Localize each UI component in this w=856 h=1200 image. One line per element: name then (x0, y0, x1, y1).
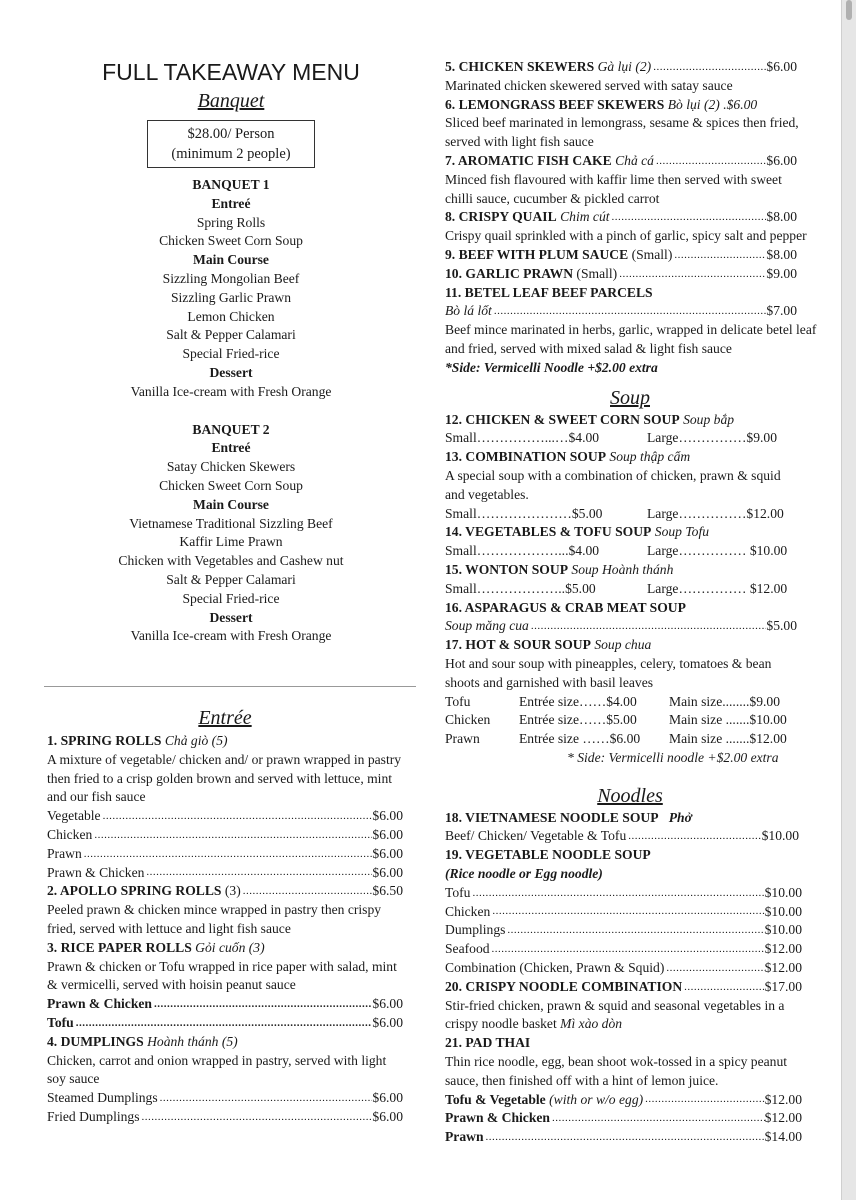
item-description: Minced fish flavoured with kaffir lime then served with sweet chilli sauce, cucumber & pickled carrot (445, 171, 782, 206)
item-price: $6.00 (766, 152, 797, 168)
banquet-2-item: Salt & Pepper Calamari (166, 571, 296, 587)
option-name: Prawn & Chicken (47, 996, 152, 1012)
item-vietnamese-name: Soup măng cua (445, 618, 529, 634)
banquet-2 (44, 421, 418, 647)
banquet-1-dessert-label: Dessert (209, 364, 253, 380)
small-price: Small……………...…$4.00 (445, 430, 600, 446)
left-column (44, 58, 418, 646)
item-vietnamese-name: Bò lụi (2) .$6.00 (667, 96, 758, 112)
item-title: 13. COMBINATION SOUP (445, 449, 606, 465)
banquet-2-item: Chicken with Vegetables and Cashew nut (118, 553, 344, 569)
item-title: 16. ASPARAGUS & CRAB MEAT SOUP (445, 599, 686, 615)
item-title: 15. WONTON SOUP (445, 561, 568, 577)
option-name: Prawn (445, 1129, 484, 1145)
banquet-1-item: Sizzling Garlic Prawn (170, 289, 292, 305)
menu-item-3 (47, 939, 403, 958)
price-row (445, 1091, 802, 1110)
option-name: Seafood (445, 941, 490, 957)
item-vietnamese-name: Chả giò (5) (164, 733, 228, 748)
banquet-minimum: (minimum 2 people) (171, 146, 291, 162)
item-size: (Small) (631, 246, 673, 262)
large-price: Large……………$12.00 (647, 505, 784, 521)
menu-item-11 (445, 284, 830, 303)
large-price: Large…………… $12.00 (647, 580, 788, 596)
item-title: 11. BETEL LEAF BEEF PARCELS (445, 284, 653, 300)
size-prices (445, 505, 830, 524)
item-price: $8.00 (766, 246, 797, 262)
item-vietnamese-name: Soup thập cẩm (609, 449, 691, 465)
item-title: 18. VIETNAMESE NOODLE SOUP (445, 809, 659, 825)
banquet-1-item: Salt & Pepper Calamari (166, 327, 296, 343)
item-description: A mixture of vegetable/ chicken and/ or prawn wrapped in pastry then fried to a crisp golden brown and served with lettuce, mint and our fish sauce (47, 751, 402, 805)
banquet-price: $28.00/ Person (187, 126, 275, 142)
menu-item-5 (445, 58, 797, 77)
option-price: $12.00 (764, 941, 802, 957)
scrollbar[interactable] (841, 0, 856, 1200)
menu-item-6 (445, 96, 830, 115)
option-price: $6.00 (372, 826, 403, 842)
menu-item-15 (445, 561, 830, 580)
price-row (47, 995, 403, 1014)
option-name: Fried Dumplings (47, 1108, 140, 1124)
item-title: 1. SPRING ROLLS (47, 733, 162, 748)
option-name: Tofu & Vegetable (445, 1091, 546, 1107)
option-name: Dumplings (445, 922, 506, 938)
banquet-heading: Banquet (197, 90, 265, 112)
item-vietnamese-name: Gỏi cuốn (3) (195, 939, 265, 955)
price-row (47, 807, 403, 826)
banquet-2-item: Special Fried-rice (182, 590, 280, 606)
item-price: $5.00 (766, 618, 797, 634)
item-title: 3. RICE PAPER ROLLS (47, 939, 192, 955)
price-row (445, 940, 802, 959)
small-price: Small…………………$5.00 (445, 505, 603, 521)
item-title: 19. VEGETABLE NOODLE SOUP (445, 847, 651, 863)
section-divider (44, 686, 416, 687)
soup-heading: Soup (610, 386, 650, 409)
option-name: Beef/ Chicken/ Vegetable & Tofu (445, 828, 627, 844)
menu-item-17 (445, 636, 830, 655)
banquet-1-item: Vanilla Ice-cream with Fresh Orange (130, 383, 332, 399)
price-row (445, 617, 797, 636)
banquet-1-title: BANQUET 1 (192, 177, 270, 192)
entree-size-price: Entrée size……$5.00 (519, 712, 637, 728)
item-vietnamese-name: Gà lụi (2) (597, 59, 652, 74)
middle-column (445, 58, 830, 1147)
hot-sour-prices (445, 693, 830, 749)
banquet-1-item: Lemon Chicken (187, 308, 275, 324)
menu-item-13 (445, 448, 830, 467)
price-row (47, 1108, 403, 1127)
price-row (47, 864, 403, 883)
item-price: $6.50 (372, 883, 403, 899)
option-name: Prawn (47, 845, 82, 861)
option-name: Prawn & Chicken (445, 1110, 550, 1126)
item-vietnamese-name: Mì xào dòn (560, 1016, 623, 1032)
price-row (47, 1089, 403, 1108)
option-price: $10.00 (764, 922, 802, 938)
option-price: $6.00 (372, 996, 403, 1012)
banquet-2-title: BANQUET 2 (192, 421, 270, 437)
item-vietnamese-name: Soup chua (594, 637, 652, 653)
item-title: 12. CHICKEN & SWEET CORN SOUP (445, 411, 680, 427)
option-name: Chicken (445, 712, 491, 728)
price-row (445, 1128, 802, 1147)
item-title: 9. BEEF WITH PLUM SAUCE (445, 246, 629, 262)
menu-item-12 (445, 411, 830, 430)
large-price: Large…………… $10.00 (647, 543, 788, 559)
item-title: 17. HOT & SOUR SOUP (445, 637, 591, 653)
option-price: $6.00 (372, 864, 403, 880)
side-note: *Side: Vermicelli Noodle +$2.00 extra (445, 359, 658, 375)
option-price: $6.00 (372, 845, 403, 861)
option-name: Steamed Dumplings (47, 1090, 158, 1106)
option-name: Tofu (47, 1014, 74, 1030)
item-description: Marinated chicken skewered served with satay sauce (445, 77, 733, 93)
option-price: $14.00 (764, 1129, 802, 1145)
banquet-1-item: Spring Rolls (196, 214, 266, 230)
size-prices (445, 429, 830, 448)
item-price: $6.00 (766, 59, 797, 74)
item-description: Sliced beef marinated in lemongrass, sesame & spices then fried, served with light fish sauce (445, 115, 799, 150)
banquet-1-entree-label: Entreé (211, 195, 251, 211)
item-title: 21. PAD THAI (445, 1035, 531, 1051)
banquet-2-item: Chicken Sweet Corn Soup (159, 477, 303, 493)
option-price: $6.00 (372, 1090, 403, 1106)
menu-item-16 (445, 599, 830, 618)
item-description: Hot and sour soup with pineapples, celery, tomatoes & bean shoots and garnished with basil leaves (445, 655, 772, 690)
option-price: $6.00 (372, 1014, 403, 1030)
item-count: (3) (224, 883, 241, 899)
scrollbar-thumb[interactable] (846, 0, 852, 20)
item-price: $17.00 (764, 978, 802, 994)
entree-heading: Entrée (198, 707, 252, 729)
large-price: Large……………$9.00 (647, 430, 778, 446)
item-vietnamese-name: Phở (668, 809, 692, 825)
price-row (445, 959, 802, 978)
item-vietnamese-name: Soup bắp (683, 411, 735, 427)
menu-item-20 (445, 978, 802, 997)
item-title: 20. CRISPY NOODLE COMBINATION (445, 978, 683, 994)
item-description: A special soup with a combination of chicken, prawn & squid and vegetables. (445, 467, 781, 502)
banquet-1-item: Chicken Sweet Corn Soup (159, 233, 303, 249)
small-price: Small………………...$4.00 (445, 543, 600, 559)
item-description: Prawn & chicken or Tofu wrapped in rice paper with salad, mint & vermicelli, served with hoisin peanut sauce (47, 958, 397, 993)
option-name: Prawn & Chicken (47, 864, 145, 880)
item-description-text: Stir-fried chicken, prawn & squid and seasonal vegetables in a crispy noodle basket (445, 997, 785, 1032)
price-row (47, 845, 403, 864)
option-price: $6.00 (372, 808, 403, 824)
main-size-price: Main size .......$10.00 (669, 712, 787, 728)
item-vietnamese-name: Soup Hoành thánh (571, 561, 674, 577)
item-title: 8. CRISPY QUAIL (445, 209, 557, 225)
price-row (47, 826, 403, 845)
item-size: (Small) (576, 265, 618, 281)
option-name: Tofu (445, 884, 471, 900)
item-title: 5. CHICKEN SKEWERS (445, 59, 595, 74)
menu-item-9 (445, 246, 797, 265)
price-row (47, 1014, 403, 1033)
menu-item-7 (445, 152, 797, 171)
banquet-price-box (147, 120, 315, 168)
main-size-price: Main size .......$12.00 (669, 731, 787, 747)
menu-item-18 (445, 809, 830, 828)
menu-item-14 (445, 523, 830, 542)
menu-item-19 (445, 846, 830, 865)
item-note: (Rice noodle or Egg noodle) (445, 866, 603, 882)
banquet-2-item: Vietnamese Traditional Sizzling Beef (129, 515, 333, 531)
banquet-1-item: Special Fried-rice (182, 346, 280, 362)
option-price: $10.00 (761, 828, 799, 844)
main-size-price: Main size........$9.00 (669, 693, 781, 709)
price-row (445, 903, 802, 922)
item-description: Beef mince marinated in herbs, garlic, wrapped in delicate betel leaf and fried, served with mixed salad & light fish sauce (445, 322, 817, 356)
item-vietnamese-name: Bò lá lốt (445, 303, 492, 319)
item-vietnamese-name: Hoành thánh (5) (147, 1033, 238, 1049)
entree-section (47, 705, 403, 1127)
banquet-2-item: Vanilla Ice-cream with Fresh Orange (130, 628, 332, 644)
menu-item-21 (445, 1034, 830, 1053)
option-price: $10.00 (764, 903, 802, 919)
menu-item-2 (47, 882, 403, 901)
item-description: Chicken, carrot and onion wrapped in pastry, served with light soy sauce (47, 1052, 387, 1087)
entree-size-price: Entrée size……$4.00 (519, 693, 637, 709)
price-row (445, 1109, 802, 1128)
item-vietnamese-name: Soup Tofu (654, 524, 710, 540)
option-price: $12.00 (764, 1110, 802, 1126)
item-description (445, 997, 810, 1035)
item-vietnamese-name: Chim cút (560, 209, 610, 225)
option-name: Combination (Chicken, Prawn & Squid) (445, 960, 665, 976)
banquet-1-item: Sizzling Mongolian Beef (162, 270, 300, 286)
option-price: $12.00 (764, 1091, 802, 1107)
item-description: Crispy quail sprinkled with a pinch of garlic, spicy salt and pepper (445, 228, 807, 244)
option-price: $12.00 (764, 960, 802, 976)
menu-title: FULL TAKEAWAY MENU (102, 59, 360, 85)
small-price: Small………………..$5.00 (445, 580, 596, 596)
option-name: Vegetable (47, 808, 101, 824)
item-title: 6. LEMONGRASS BEEF SKEWERS (445, 96, 665, 112)
noodles-heading: Noodles (597, 784, 663, 807)
banquet-2-main-label: Main Course (193, 496, 269, 512)
option-name: Tofu (445, 693, 471, 709)
menu-item-1 (47, 732, 403, 751)
price-row (445, 302, 797, 321)
option-name: Chicken (445, 903, 491, 919)
menu-item-10 (445, 265, 797, 284)
item-price: $8.00 (766, 209, 797, 225)
option-name: Prawn (445, 731, 480, 747)
item-title: 14. VEGETABLES & TOFU SOUP (445, 524, 652, 540)
menu-item-4 (47, 1033, 403, 1052)
price-row (445, 884, 802, 903)
banquet-1-main-label: Main Course (193, 252, 269, 268)
option-note: (with or w/o egg) (549, 1091, 644, 1107)
entree-size-price: Entrée size ……$6.00 (519, 731, 641, 747)
side-note: * Side: Vermicelli noodle +$2.00 extra (567, 749, 779, 765)
option-name: Chicken (47, 826, 93, 842)
menu-item-8 (445, 208, 797, 227)
size-prices (445, 542, 830, 561)
item-price: $7.00 (766, 303, 797, 319)
item-description: Thin rice noodle, egg, bean shoot wok-tossed in a spicy peanut sauce, then finished off with a hint of lemon juice. (445, 1054, 788, 1088)
price-row (445, 827, 799, 846)
item-vietnamese-name: Chả cá (615, 152, 654, 168)
item-price: $9.00 (766, 265, 797, 281)
banquet-1 (44, 176, 418, 402)
option-price: $10.00 (764, 884, 802, 900)
banquet-2-dessert-label: Dessert (209, 609, 253, 625)
item-title: 4. DUMPLINGS (47, 1033, 144, 1049)
banquet-2-item: Satay Chicken Skewers (166, 459, 296, 475)
item-title: 10. GARLIC PRAWN (445, 265, 574, 281)
option-price: $6.00 (372, 1108, 403, 1124)
price-row (445, 921, 802, 940)
size-prices (445, 580, 830, 599)
banquet-2-item: Kaffir Lime Prawn (179, 534, 283, 550)
item-title: 7. AROMATIC FISH CAKE (445, 152, 612, 168)
item-title: 2. APOLLO SPRING ROLLS (47, 883, 222, 899)
item-description: Peeled prawn & chicken mince wrapped in pastry then crispy fried, served with lettuce and light fish sauce (47, 902, 382, 936)
banquet-2-entree-label: Entreé (211, 440, 251, 456)
